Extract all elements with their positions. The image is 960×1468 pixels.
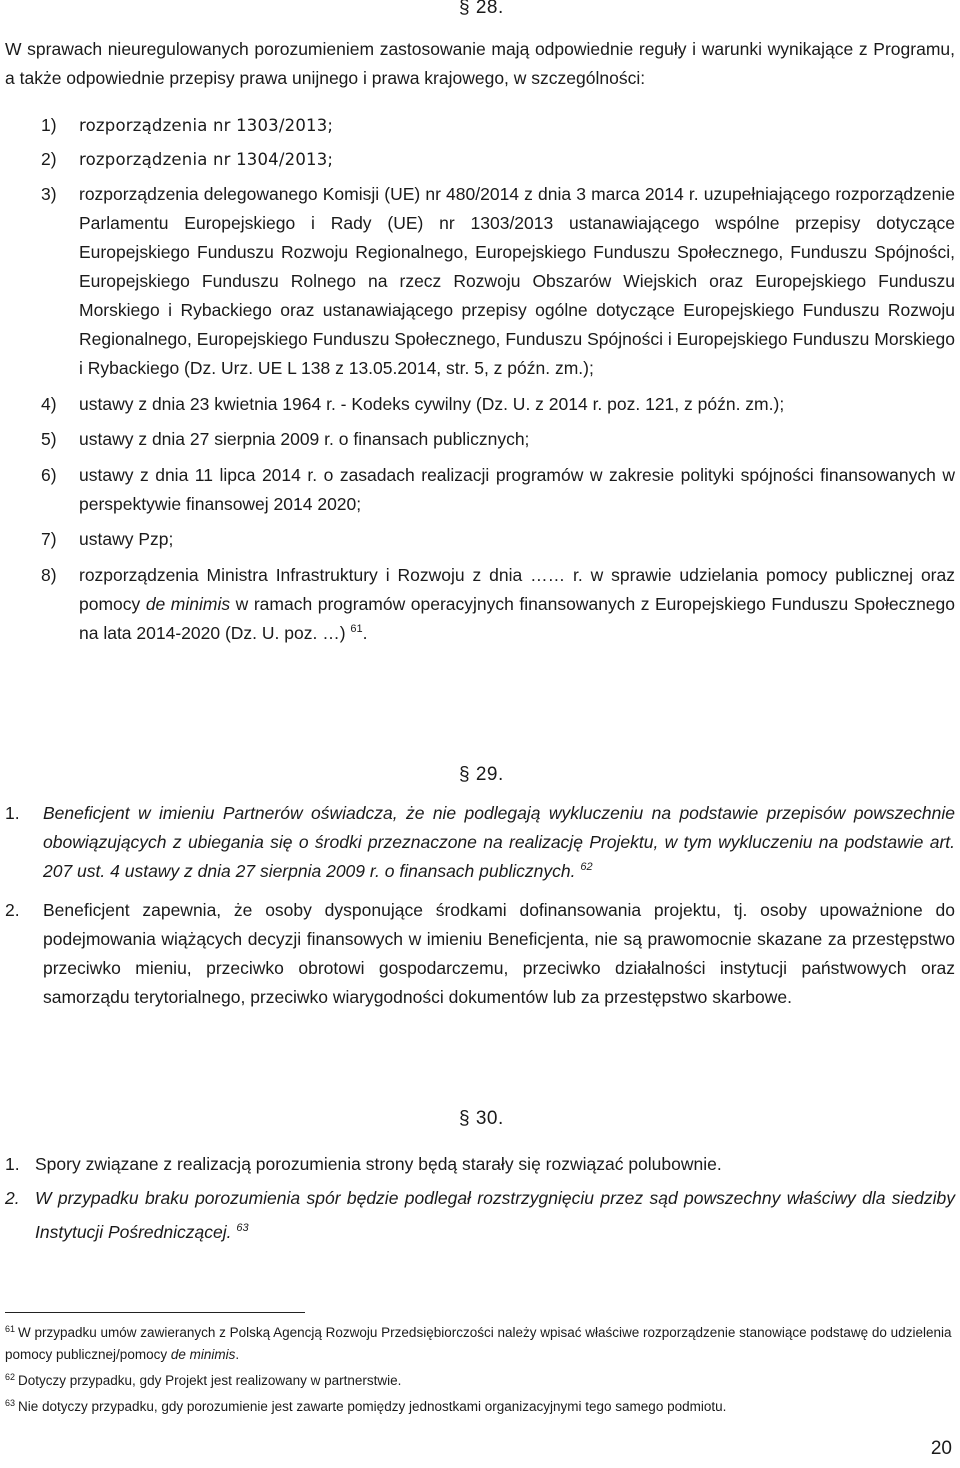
section-28-intro: W sprawach nieuregulowanych porozumieniem zastosowanie mają odpowiednie reguły i warunki wynikające z Programu, a także odpowiednie przepisy prawa unijnego i prawa krajowego, w szczególności: bbox=[5, 39, 955, 88]
list-item bbox=[5, 896, 955, 1012]
list-item-text: rozporządzenia delegowanego Komisji (UE) nr 480/2014 z dnia 3 marca 2014 r. uzupełniającego rozporządzenie Parlamentu Europejskiego i Rady (UE) nr 1303/2013 ustanawiającego wspólne przepisy dotyczące Europejskiego Funduszu Rozwoju Regionalnego, Europejskiego Funduszu Społecznego, Funduszu Spójności, Europejskiego Funduszu Rolnego na rzecz Rozwoju Obszarów Wiejskich oraz Europejskiego Funduszu Morskiego i Rybackiego oraz ustanawiającego przepisy ogólne dotyczące Europejskiego Funduszu Rozwoju Regionalnego, Europejskiego Funduszu Społecznego, Funduszu Spójności i Europejskiego Funduszu Morskiego i Rybackiego (Dz. Urz. UE L 138 z 13.05.2014, str. 5, z późn. zm.); bbox=[79, 184, 955, 378]
section-28-heading: § 28. bbox=[459, 0, 504, 18]
list-item-number: 5) bbox=[41, 429, 57, 449]
footnote-text: Nie dotyczy przypadku, gdy porozumienie jest zawarte pomiędzy jednostkami organizacyjnymi tego samego podmiotu. bbox=[18, 1399, 727, 1414]
footnotes bbox=[5, 1322, 955, 1422]
section-30-list bbox=[5, 1147, 955, 1249]
list-item bbox=[5, 461, 955, 519]
list-item bbox=[5, 390, 955, 419]
list-item-text: ustawy Pzp; bbox=[79, 529, 174, 549]
list-item-number: 1. bbox=[5, 1154, 20, 1174]
section-29-list bbox=[5, 799, 955, 1022]
list-item-number: 7) bbox=[41, 529, 57, 549]
list-item-number: 2. bbox=[5, 1188, 20, 1208]
list-item bbox=[5, 1181, 955, 1249]
list-item-number: 4) bbox=[41, 394, 57, 414]
section-29-heading: § 29. bbox=[459, 764, 504, 785]
footnote-reference[interactable]: 62 bbox=[580, 861, 593, 874]
footnote bbox=[5, 1322, 955, 1366]
page-number: 20 bbox=[930, 1438, 952, 1459]
footnote-number: 62 bbox=[5, 1371, 16, 1382]
list-item-text: Spory związane z realizacją porozumienia strony będą starały się rozwiązać polubownie. bbox=[35, 1154, 722, 1174]
list-item-text: Beneficjent w imieniu Partnerów oświadcza, że nie podlegają wykluczeniu na podstawie przepisów powszechnie obowiązujących z ubiegania się o środki przeznaczone na realizację Projektu, w tym wykluczeniu na podstawie art. 207 ust. 4 ustawy z dnia 27 sierpnia 2009 r. o finansach publicznych. bbox=[43, 803, 955, 881]
list-item bbox=[5, 561, 955, 648]
list-item-number: 8) bbox=[41, 565, 57, 585]
list-item-number: 3) bbox=[41, 184, 57, 204]
list-item-text: Beneficjent zapewnia, że osoby dysponujące środkami dofinansowania projektu, tj. osoby upoważnione do podejmowania wiążących decyzji finansowych w imieniu Beneficjenta, nie są prawomocnie skazane za przestępstwo przeciwko mieniu, przeciwko obrotowi gospodarczemu, przeciwko działalności instytucji państwowych oraz samorządu terytorialnego, przeciwko wiarygodności dokumentów lub za przestępstwo skarbowe. bbox=[43, 900, 955, 1007]
list-item bbox=[5, 111, 955, 140]
footnote-reference[interactable]: 63 bbox=[236, 1222, 249, 1235]
list-item bbox=[5, 525, 955, 554]
footnote-separator bbox=[5, 1312, 305, 1313]
list-item-text: rozporządzenia nr 1303/2013; bbox=[79, 116, 334, 135]
list-item-number: 2. bbox=[5, 900, 20, 920]
list-item-text: ustawy z dnia 23 kwietnia 1964 r. - Kodeks cywilny (Dz. U. z 2014 r. poz. 121, z późn. zm.); bbox=[79, 394, 785, 414]
list-item bbox=[5, 425, 955, 454]
list-item bbox=[5, 180, 955, 383]
list-item bbox=[5, 145, 955, 174]
section-30-heading: § 30. bbox=[459, 1108, 504, 1129]
list-item-number: 6) bbox=[41, 465, 57, 485]
footnote-italic-text: de minimis bbox=[170, 1347, 236, 1362]
list-item-number: 2) bbox=[41, 149, 57, 169]
list-item-text-continued: w ramach programów operacyjnych finansowanych z Europejskiego Funduszu Społecznego na lata 2014-2020 (Dz. U. poz. …) bbox=[79, 594, 956, 643]
list-item bbox=[5, 799, 955, 886]
section-28-list bbox=[5, 111, 955, 648]
footnote-text: W przypadku umów zawieranych z Polską Agencją Rozwoju Przedsiębiorczości należy wpisać właściwe rozporządzenie stanowiące podstawę do udzielenia pomocy publicznej/pomocy bbox=[5, 1325, 952, 1362]
list-item-text-end: . bbox=[362, 623, 368, 643]
footnote bbox=[5, 1370, 955, 1392]
footnote-text-end: . bbox=[235, 1347, 240, 1362]
footnote bbox=[5, 1396, 955, 1418]
footnote-reference[interactable]: 61 bbox=[350, 623, 363, 636]
list-item-text: W przypadku braku porozumienia spór będzie podlegał rozstrzygnięciu przez sąd powszechny właściwy dla siedziby Instytucji Pośredniczącej. bbox=[35, 1188, 955, 1242]
list-item-text: ustawy z dnia 27 sierpnia 2009 r. o finansach publicznych; bbox=[79, 429, 530, 449]
list-item bbox=[5, 1147, 955, 1181]
list-item-text: rozporządzenia Ministra Infrastruktury i Rozwoju z dnia …… r. w sprawie udzielania pomocy publicznej oraz pomocy bbox=[79, 565, 955, 614]
footnote-number: 63 bbox=[5, 1397, 16, 1408]
list-item-text: ustawy z dnia 11 lipca 2014 r. o zasadach realizacji programów w zakresie polityki spójności finansowanych w perspektywie finansowej 2014 2020; bbox=[79, 465, 955, 514]
list-item-number: 1) bbox=[41, 115, 57, 135]
list-item-text: rozporządzenia nr 1304/2013; bbox=[79, 150, 334, 169]
list-item-number: 1. bbox=[5, 803, 20, 823]
footnote-number: 61 bbox=[5, 1323, 16, 1334]
footnote-text: Dotyczy przypadku, gdy Projekt jest realizowany w partnerstwie. bbox=[18, 1373, 402, 1388]
list-item-italic-text: de minimis bbox=[145, 594, 231, 614]
